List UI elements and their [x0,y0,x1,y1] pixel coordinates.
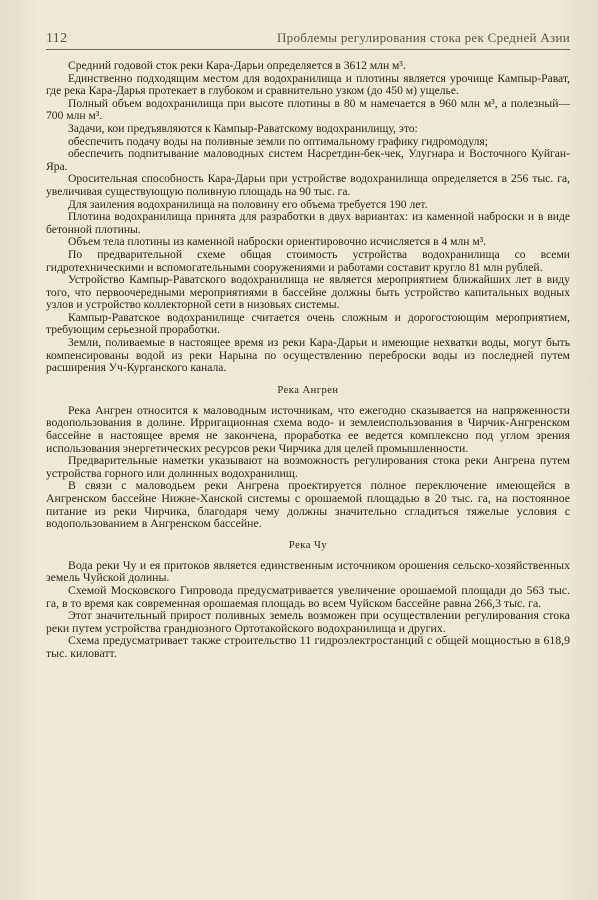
section-heading-chu: Река Чу [288,539,328,551]
paragraph: Предварительные наметки указывают на возможность регулирования стока реки Ангрена путем устройства горного или долинных водохранилищ. [46,453,570,480]
section-angren [46,404,570,530]
page-header [46,30,570,50]
paragraph: Схема предусматривает также строительство 11 гидроэлектростанций с общей мощностью в 618,9 тыс. киловатт. [46,633,570,660]
paragraph: Река Ангрен относится к маловодным источникам, что ежегодно сказывается на напряженности водопользования в долине. Ирригационная схема водо- и землеиспользования в Чирчик-Ангренском бассейне в настоящее время не закончена, проработка ее ведется комплексно под углом зрения использования энергетических ресурсов реки Чирчика для целей промышленности. [46,402,570,455]
paragraph: Для заиления водохранилища на половину его объема требуется 190 лет. [68,197,428,211]
paragraph: Задачи, кои предъявляются к Кампыр-Раватскому водохранилищу, это: [68,121,418,135]
running-title: Проблемы регулирования стока рек Средней Азии [276,30,570,45]
section-heading-angren: Река Ангрен [277,384,339,396]
page-number: 112 [46,31,68,46]
paragraph: Объем тела плотины из каменной наброски ориентировочно исчисляется в 4 млн м³. [68,235,487,249]
paragraph: Средний годовой сток реки Кара-Дарьи определяется в 3612 млн м³. [68,59,406,72]
paragraph: Полный объем водохранилища при высоте плотины в 80 м намечается в 960 млн м³, а полезный—700 млн м³. [46,96,570,123]
paragraph: Оросительная способность Кара-Дарьи при устройстве водохранилища определяется в 256 тыс. га, увеличивая существующую поливную площадь на 90 тыс. га. [46,172,570,198]
paragraph: Кампыр-Раватское водохранилище считается очень сложным и дорогостоющим мероприятием, требующим серьезной проработки. [46,310,570,337]
paragraph: В связи с маловодьем реки Ангрена проектируется полное переключение имеющейся в Ангренском бассейне Нижне-Ханской системы с орошаемой площадью в 20 тыс. га, на постоянное питание из реки Чирчика, благодаря чему должны значительно сгладиться тяжелые условия с водопользованием в Ангренском бассейне. [46,478,570,531]
section-chu [46,559,570,660]
paragraph: обеспечить подпитывание маловодных систем Насретдин-бек-чек, Улугнара и Восточного Куйган-Яра. [46,147,570,173]
paragraph: обеспечить подачу воды на поливные земли по оптимальному графику гидромодуля; [68,134,488,148]
paragraph: Схемой Московского Гипровода предусматривается увеличение орошаемой площади до 563 тыс. га, в то время как современная орошаемая площадь во всем Чуйском бассейне равна 266,3 тыс. га. [46,582,570,610]
paragraph: Этот значительный прирост поливных земель возможен при осуществлении регулирования стока реки путем устройства грандиозного Ортотакойского водохранилища и других. [46,608,570,635]
paragraph: Единственно подходящим местом для водохранилища и плотины является урочище Кампыр-Рават, где река Кара-Дарья протекает в глубоком и сравнительно узком (до 450 м) ущелье. [46,71,570,98]
paragraph: Устройство Кампыр-Раватского водохранилища не является мероприятием ближайших лет в виду того, что первоочередными мероприятиями в бассейне должны быть устройство капитальных водных узлов и устройство коллекторной сети в низовьях системы. [46,273,570,312]
paragraph: Земли, поливаемые в настоящее время из реки Кара-Дарьи и имеющие нехватки воды, могут быть компенсированы водой из реки Нарына по осуществлению переброски воды из последней путем расширения Уч-Курганского канала. [46,336,570,375]
paragraph: Плотина водохранилища принята для разработки в двух вариантах: из каменной наброски и в виде бетонной плотины. [46,210,570,236]
paragraph: По предварительной схеме общая стоимость устройства водохранилища со всеми гидротехническими и вспомогательными сооружениями и работами составит кругло 81 млн рублей. [46,247,570,274]
paragraph: Вода реки Чу и ея притоков является единственным источником орошения сельско-хозяйственных земель Чуйской долины. [46,557,570,585]
section-kara-darya [46,60,570,375]
